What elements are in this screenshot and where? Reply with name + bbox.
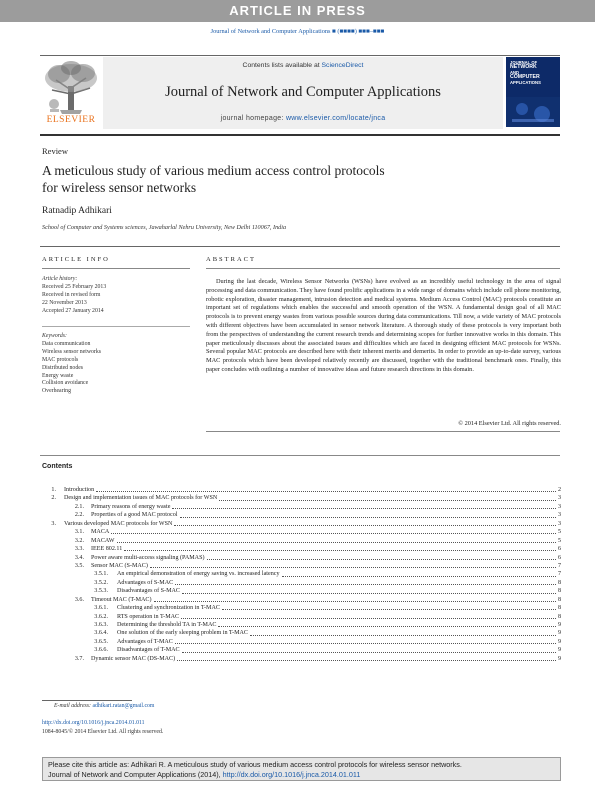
toc-leader-dots (177, 655, 556, 661)
cover-title-1: JOURNAL OF (510, 60, 538, 65)
toc-leader-dots (180, 511, 556, 517)
toc-leader-dots (219, 494, 556, 500)
toc-item-page: 3 (557, 503, 561, 510)
toc-item-number: 3.6. (74, 596, 84, 603)
toc-item[interactable] (42, 545, 561, 553)
toc-item-page: 9 (557, 638, 561, 645)
toc-item[interactable] (42, 562, 561, 570)
table-of-contents (42, 486, 561, 663)
toc-item-entry (117, 570, 561, 578)
toc-item-entry (117, 638, 561, 646)
toc-item-entry (91, 596, 561, 604)
cover-title-5: APPLICATIONS (510, 80, 541, 85)
toc-leader-dots (222, 604, 556, 610)
toc-item-title: Properties of a good MAC protocol (91, 512, 178, 519)
toc-item-number: 2. (51, 495, 56, 502)
abstract-text: During the last decade, Wireless Sensor Networks (WSNs) have evolved as an incredibly useful technology in the area of signal processing and data communication. They have found prolific applications in a wide range of domains which include cell phone monitoring, robotic exploration, disaster management, intrusion detection and medical systems. Medium Access Control (MAC) protocols constitute an important set of regulations which enables the successful and smooth operation of the WSN. A fundamental design goal of all MAC protocols is to prevent energy wastes from various possible sources during data communications. Till now, a wide variety of MAC protocols with different objectives have been accumulated in sensor network literature. A thorough study of these protocols is very important both from the perspectives of understanding the current research trends and determining scopes for further innovative works in this domain. This paper meticulously discusses about the associated issues and difficulties which are faced in designing efficient MAC protocols for WSNs. Several popular MAC protocols are described here with their inherent merits and demerits. In order to provide an up-to-date survey, various MAC protocols which have been developed relatively recently are discussed, together with the traditional benchmark ones. Finally, this paper concludes with outlining a number of innovative ideas and future research directions in this domain. (206, 278, 561, 373)
toc-item-title: Various developed MAC protocols for WSN (64, 520, 173, 527)
toc-item-title: RTS operation in T-MAC (117, 613, 180, 620)
keyword: Wireless sensor networks (42, 348, 102, 355)
toc-leader-dots (111, 528, 556, 534)
toc-item-page: 9 (557, 655, 561, 662)
toc-item-number: 3.5.1. (94, 571, 108, 578)
toc-item-title: Power aware multi-access signaling (PAMAS) (91, 554, 205, 561)
keyword: Collision avoidance (42, 380, 89, 387)
toc-item-number: 3.6.5. (94, 638, 108, 645)
toc-item-title: Advantages of T-MAC (117, 638, 173, 645)
toc-item-entry (91, 537, 561, 545)
toc-item[interactable] (42, 613, 561, 621)
publisher-name: ELSEVIER (46, 115, 96, 125)
toc-item-number: 3.3. (74, 546, 84, 553)
toc-leader-dots (150, 562, 556, 568)
toc-item-number: 3.6.6. (94, 647, 108, 654)
toc-leader-dots (218, 621, 556, 627)
toc-item-title: MACA (91, 529, 110, 536)
toc-item-entry (117, 621, 561, 629)
toc-item-page: 9 (557, 630, 561, 637)
toc-item-page: 8 (557, 588, 561, 595)
article-info-rule (42, 268, 190, 269)
toc-leader-dots (117, 537, 556, 543)
toc-item-page: 2 (557, 487, 561, 493)
article-type: Review (42, 146, 68, 156)
article-in-press-banner: ARTICLE IN PRESS (0, 0, 595, 22)
toc-item-title: Primary reasons of energy waste (91, 503, 171, 510)
toc-item-number: 3.4. (74, 554, 84, 561)
toc-item-entry (91, 511, 561, 519)
author-email-link[interactable]: adhikari.ratan@gmail.com (92, 703, 155, 709)
cover-title-3: AND (510, 70, 520, 75)
toc-item-page: 8 (557, 613, 561, 620)
toc-item-title: One solution of the early sleeping problem in T-MAC (117, 630, 248, 637)
toc-leader-dots (175, 579, 556, 585)
toc-item-entry (117, 604, 561, 612)
toc-item-page: 7 (557, 562, 561, 569)
toc-item[interactable] (42, 596, 561, 604)
toc-item-number: 2.1. (74, 503, 84, 510)
toc-leader-dots (182, 646, 556, 652)
toc-item[interactable] (42, 537, 561, 545)
toc-item-entry (91, 655, 561, 663)
article-title (42, 162, 502, 196)
contents-available-label: Contents lists available at (242, 62, 322, 69)
author-affiliation: School of Computer and Systems sciences, Jawaharlal Nehru University, New Delhi 110067, India (42, 224, 287, 231)
homepage-label: journal homepage: (220, 115, 286, 122)
article-info-heading: ARTICLE INFO (42, 256, 110, 263)
toc-item-page: 8 (557, 596, 561, 603)
toc-item-title: Sensor MAC (S-MAC) (91, 562, 148, 569)
abstract-copyright: © 2014 Elsevier Ltd. All rights reserved. (458, 420, 561, 427)
toc-item[interactable] (42, 520, 561, 528)
toc-leader-dots (154, 596, 556, 602)
keyword: Energy waste (42, 372, 74, 379)
toc-leader-dots (174, 520, 556, 526)
toc-leader-dots (175, 638, 556, 644)
toc-item-page: 7 (557, 571, 561, 578)
toc-item-title: Timeout MAC (T-MAC) (91, 596, 152, 603)
toc-item-entry (117, 629, 561, 637)
header-bottom-rule (40, 134, 560, 136)
toc-item-number: 3.6.2. (94, 613, 108, 620)
toc-item-title: IEEE 802.11 (91, 546, 123, 553)
toc-item-entry (117, 613, 561, 621)
toc-item[interactable] (42, 503, 561, 511)
toc-item-page: 9 (557, 622, 561, 628)
toc-item-number: 1. (51, 487, 56, 493)
toc-item[interactable] (42, 511, 561, 519)
toc-leader-dots (172, 503, 556, 509)
toc-leader-dots (207, 554, 556, 560)
toc-item[interactable] (42, 638, 561, 646)
journal-title: Journal of Network and Computer Applications (165, 84, 441, 100)
contents-available (103, 62, 503, 69)
toc-item-entry (64, 494, 561, 502)
toc-item-number: 3.5.3. (94, 588, 108, 595)
toc-item-page: 6 (557, 554, 561, 561)
toc-item-page: 8 (557, 605, 561, 612)
email-label: E-mail address: (54, 703, 93, 709)
toc-item-number: 3. (51, 520, 56, 527)
keywords-rule (42, 326, 190, 327)
toc-item[interactable] (42, 528, 561, 536)
toc-item-entry (117, 646, 561, 654)
cover-graphic-icon (506, 97, 560, 127)
citation-box (42, 757, 561, 781)
toc-item[interactable] (42, 604, 561, 612)
toc-leader-dots (250, 629, 556, 635)
toc-item-title: MACAW (91, 537, 115, 544)
citation-journal: Journal of Network and Computer Applications (2014), (48, 770, 223, 779)
toc-item-page: 3 (557, 520, 561, 527)
article-title-line-1: A meticulous study of various medium access control protocols (42, 163, 385, 178)
article-history (42, 276, 192, 316)
toc-item[interactable] (42, 486, 561, 494)
toc-item-number: 3.6.1. (94, 605, 108, 612)
journal-homepage (103, 115, 503, 122)
history-line: Accepted 27 January 2014 (42, 307, 104, 314)
toc-item-page: 6 (557, 546, 561, 553)
toc-item-number: 2.2. (74, 512, 84, 519)
toc-item-entry (64, 486, 561, 494)
toc-item[interactable] (42, 570, 561, 578)
footnote-rule (42, 700, 132, 701)
elsevier-logo[interactable] (40, 60, 102, 126)
toc-item-title: Disadvantages of T-MAC (117, 647, 180, 654)
sciencedirect-link[interactable]: ScienceDirect (321, 62, 364, 69)
toc-leader-dots (181, 613, 556, 619)
toc-item-entry (91, 545, 561, 553)
keywords (42, 333, 192, 396)
cover-title-2: NETWORK (510, 64, 537, 70)
toc-item-page: 5 (557, 529, 561, 536)
toc-item[interactable] (42, 494, 561, 502)
toc-item-page: 3 (557, 512, 561, 519)
toc-item-page: 9 (557, 647, 561, 654)
citation-doi-link[interactable]: http://dx.doi.org/10.1016/j.jnca.2014.01.011 (222, 770, 361, 779)
toc-item-page: 5 (557, 537, 561, 544)
cover-title-4: COMPUTER (510, 74, 540, 80)
toc-item-title: Dynamic sensor MAC (DS-MAC) (91, 655, 176, 662)
toc-item-number: 3.7. (74, 655, 84, 662)
article-title-line-2: for wireless sensor networks (42, 180, 197, 195)
toc-item-page: 8 (557, 579, 561, 586)
homepage-link[interactable]: www.elsevier.com/locate/jnca (285, 115, 386, 122)
contents-top-rule (40, 455, 560, 456)
toc-item-title: Clustering and synchronization in T-MAC (117, 605, 220, 612)
keyword: MAC protocols (42, 356, 79, 363)
citation-line-1: Please cite this article as: Adhikari R. A meticulous study of various medium access control protocols for wireless sensor networks. (48, 760, 462, 769)
toc-item-title: Disadvantages of S-MAC (117, 588, 180, 595)
keywords-label: Keywords: (42, 333, 67, 339)
toc-item[interactable] (42, 646, 561, 654)
issn-line: 1084-8045/© 2014 Elsevier Ltd. All rights reserved. (42, 729, 164, 735)
footnote-email (54, 703, 154, 709)
toc-item-title: Design and implementation issues of MAC protocols for WSN (64, 495, 218, 502)
toc-item[interactable] (42, 621, 561, 629)
contents-heading: Contents (42, 463, 73, 470)
toc-item[interactable] (42, 587, 561, 595)
toc-item-entry (117, 579, 561, 587)
keyword: Overhearing (42, 388, 71, 395)
toc-item-number: 3.5. (74, 562, 84, 569)
keyword: Data communication (42, 340, 91, 347)
history-line: Received 25 February 2013 (42, 283, 107, 290)
journal-cover-image[interactable] (506, 57, 560, 127)
toc-item-entry (117, 587, 561, 595)
toc-leader-dots (124, 545, 556, 551)
abstract-heading: ABSTRACT (206, 256, 256, 263)
toc-item-title: Advantages of S-MAC (117, 579, 174, 586)
toc-leader-dots (282, 570, 556, 576)
toc-item-number: 3.1. (74, 529, 84, 536)
history-line: 22 November 2013 (42, 299, 87, 306)
toc-leader-dots (96, 486, 556, 492)
header-top-rule (40, 55, 560, 56)
toc-item-number: 3.5.2. (94, 579, 108, 586)
toc-item-entry (91, 503, 561, 511)
keyword: Distributed nodes (42, 364, 84, 371)
toc-item-title: Determining the threshold TA in T-MAC (117, 622, 217, 628)
toc-item-number: 3.6.3. (94, 622, 108, 628)
toc-item-page: 3 (557, 495, 561, 502)
section-rule (40, 246, 560, 247)
toc-item[interactable] (42, 579, 561, 587)
toc-item-number: 3.6.4. (94, 630, 108, 637)
toc-item-entry (91, 562, 561, 570)
toc-item-entry (91, 528, 561, 536)
abstract-bottom-rule (206, 431, 560, 432)
doi-link[interactable]: http://dx.doi.org/10.1016/j.jnca.2014.01.011 (42, 720, 145, 726)
toc-item-entry (91, 554, 561, 562)
history-label: Article history: (42, 276, 78, 282)
toc-item-entry (64, 520, 561, 528)
abstract-rule (206, 268, 560, 269)
toc-item[interactable] (42, 655, 561, 663)
author-name: Ratnadip Adhikari (42, 206, 112, 216)
history-line: Received in revised form (42, 291, 101, 298)
toc-item[interactable] (42, 629, 561, 637)
citation-line-2 (48, 770, 555, 780)
toc-item[interactable] (42, 554, 561, 562)
toc-leader-dots (182, 587, 556, 593)
toc-item-title: An empirical demonstration of energy saving vs. increased latency (117, 571, 280, 578)
toc-item-number: 3.2. (74, 537, 84, 544)
toc-item-title: Introduction (64, 487, 95, 493)
running-head: Journal of Network and Computer Applications ■ (■■■■) ■■■–■■■ (210, 28, 385, 35)
